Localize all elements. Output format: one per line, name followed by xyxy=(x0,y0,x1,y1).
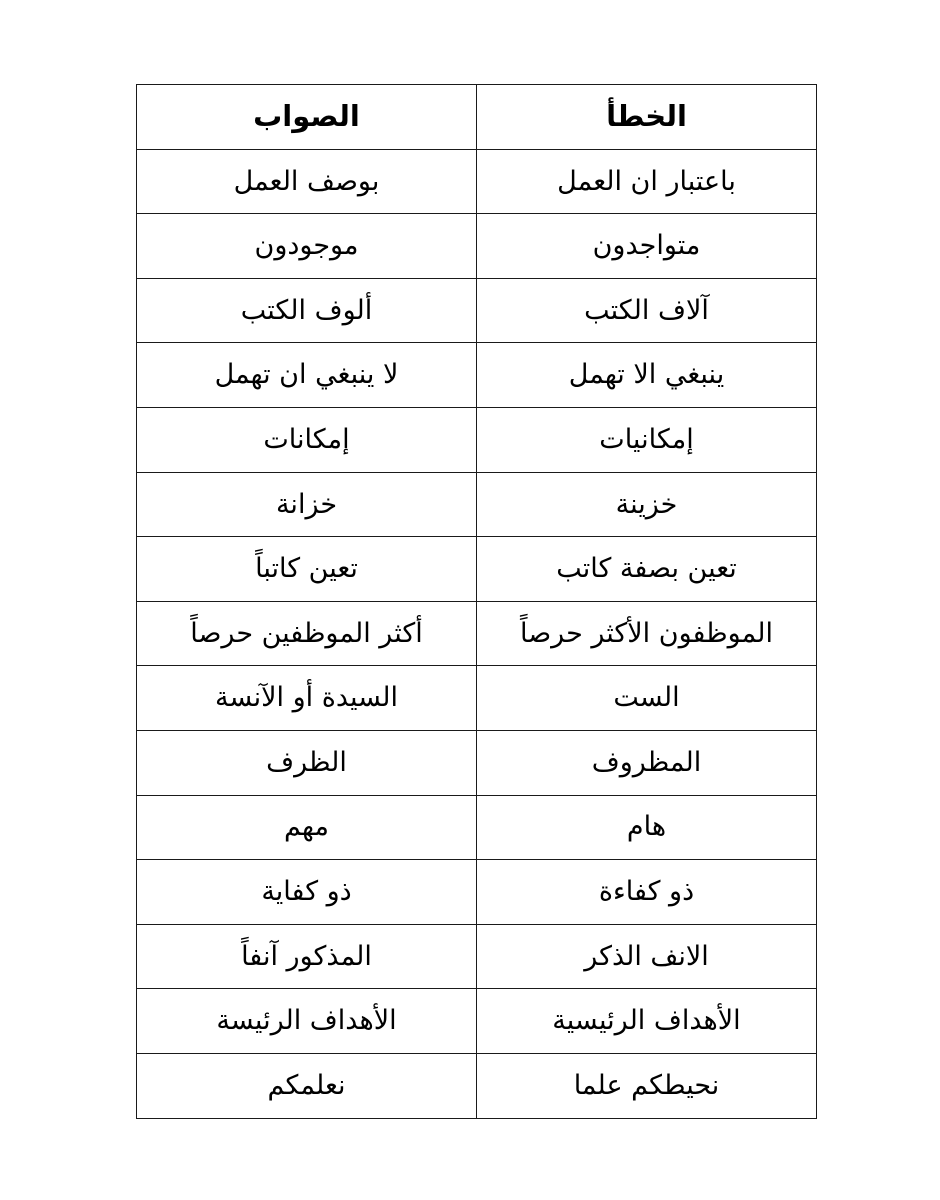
table-row xyxy=(137,1053,817,1118)
table-row xyxy=(137,278,817,343)
cell-wrong: الأهداف الرئيسية xyxy=(477,989,817,1054)
cell-correct: تعين كاتباً xyxy=(137,537,477,602)
table-row xyxy=(137,601,817,666)
cell-correct: ذو كفاية xyxy=(137,860,477,925)
cell-wrong: آلاف الكتب xyxy=(477,278,817,343)
table-row xyxy=(137,537,817,602)
table-row xyxy=(137,149,817,214)
table-row xyxy=(137,795,817,860)
header-wrong: الخطأ xyxy=(477,85,817,150)
cell-wrong: باعتبار ان العمل xyxy=(477,149,817,214)
table-row xyxy=(137,730,817,795)
cell-correct: موجودون xyxy=(137,214,477,279)
cell-correct: إمكانات xyxy=(137,407,477,472)
cell-correct: أكثر الموظفين حرصاً xyxy=(137,601,477,666)
table-row xyxy=(137,860,817,925)
header-correct: الصواب xyxy=(137,85,477,150)
corrections-table xyxy=(136,84,817,1119)
cell-correct: بوصف العمل xyxy=(137,149,477,214)
cell-wrong: تعين بصفة كاتب xyxy=(477,537,817,602)
table-row xyxy=(137,407,817,472)
cell-correct: الظرف xyxy=(137,730,477,795)
cell-wrong: خزينة xyxy=(477,472,817,537)
cell-correct: ألوف الكتب xyxy=(137,278,477,343)
cell-wrong: هام xyxy=(477,795,817,860)
document-page xyxy=(136,84,816,1119)
table-body xyxy=(137,149,817,1118)
cell-wrong: الموظفون الأكثر حرصاً xyxy=(477,601,817,666)
cell-wrong: الست xyxy=(477,666,817,731)
table-row xyxy=(137,343,817,408)
cell-wrong: المظروف xyxy=(477,730,817,795)
table-row xyxy=(137,666,817,731)
table-row xyxy=(137,989,817,1054)
table-row xyxy=(137,214,817,279)
cell-wrong: ذو كفاءة xyxy=(477,860,817,925)
header-row xyxy=(137,85,817,150)
cell-correct: المذكور آنفاً xyxy=(137,924,477,989)
table-row xyxy=(137,924,817,989)
cell-correct: مهم xyxy=(137,795,477,860)
cell-correct: نعلمكم xyxy=(137,1053,477,1118)
table-row xyxy=(137,472,817,537)
cell-correct: الأهداف الرئيسة xyxy=(137,989,477,1054)
cell-correct: لا ينبغي ان تهمل xyxy=(137,343,477,408)
cell-correct: السيدة أو الآنسة xyxy=(137,666,477,731)
cell-wrong: إمكانيات xyxy=(477,407,817,472)
cell-correct: خزانة xyxy=(137,472,477,537)
cell-wrong: ينبغي الا تهمل xyxy=(477,343,817,408)
cell-wrong: الانف الذكر xyxy=(477,924,817,989)
cell-wrong: نحيطكم علما xyxy=(477,1053,817,1118)
table-header xyxy=(137,85,817,150)
cell-wrong: متواجدون xyxy=(477,214,817,279)
